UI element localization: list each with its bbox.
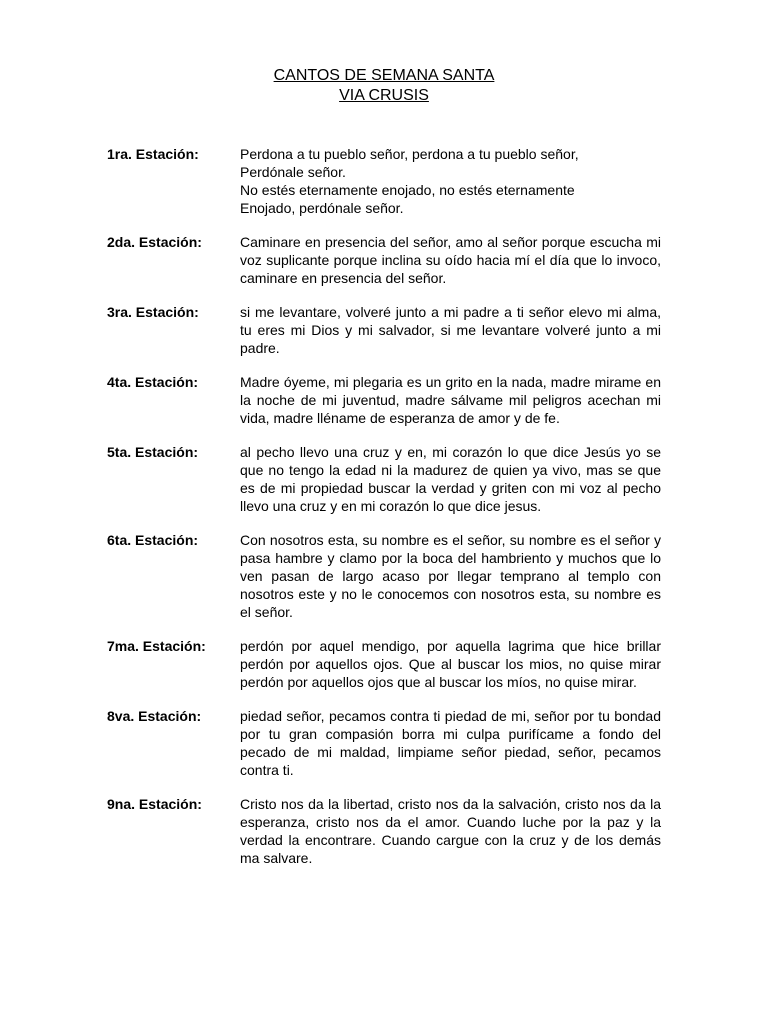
station-label: 1ra. Estación:	[107, 146, 199, 162]
station-4	[107, 373, 661, 427]
lyric-line: No estés eternamente enojado, no estés eternamente	[240, 182, 575, 198]
station-label: 7ma. Estación:	[107, 638, 206, 654]
document-subtitle: VIA CRUSIS	[339, 87, 429, 104]
station-label: 8va. Estación:	[107, 708, 202, 724]
station-9	[107, 795, 661, 867]
station-3	[107, 303, 661, 357]
station-lyrics: si me levantare, volveré junto a mi padre a ti señor elevo mi alma, tu eres mi Dios y mi salvador, si me levantare volveré junto a mi padre.	[240, 304, 661, 356]
station-2	[107, 233, 661, 287]
lyric-line: Perdónale señor.	[240, 164, 346, 180]
station-1	[107, 145, 661, 217]
station-lyrics: Madre óyeme, mi plegaria es un grito en la nada, madre mirame en la noche de mi juventud, madre sálvame mil peligros acechan mi vida, madre lléname de esperanza de amor y de fe.	[240, 374, 661, 426]
station-lyrics: al pecho llevo una cruz y en, mi corazón lo que dice Jesús yo se que no tengo la edad ni la madurez de quien ya vivo, mas se que es de mi propiedad buscar la verdad y griten con mi voz al pecho llevo una cruz y en mi corazón lo que dice jesus.	[240, 444, 661, 514]
station-label: 5ta. Estación:	[107, 444, 199, 460]
station-lyrics: Cristo nos da la libertad, cristo nos da la salvación, cristo nos da la esperanza, cristo nos da el amor. Cuando luche por la paz y la verdad la encontrare. Cuando cargue con la cruz y de los demás ma salvare.	[240, 796, 661, 866]
lyric-line: Perdona a tu pueblo señor, perdona a tu pueblo señor,	[240, 146, 579, 162]
station-label: 9na. Estación:	[107, 796, 202, 812]
station-label: 2da. Estación:	[107, 234, 202, 250]
station-5	[107, 443, 661, 515]
station-lyrics: Con nosotros esta, su nombre es el señor, su nombre es el señor y pasa hambre y clamo por la boca del hambriento y muchos que lo ven pasan de largo acaso por llegar temprano al templo con nosotros este y no le conocemos con nosotros esta, su nombre es el señor.	[240, 532, 661, 620]
lyric-line: Enojado, perdónale señor.	[240, 200, 404, 216]
station-label: 6ta. Estación:	[107, 532, 199, 548]
station-lyrics: piedad señor, pecamos contra ti piedad de mi, señor por tu bondad por tu gran compasión borra mi culpa purifícame a fondo del pecado de mi maldad, limpiame señor piedad, señor, pecamos contra ti.	[240, 708, 661, 778]
station-7	[107, 637, 661, 691]
station-8	[107, 707, 661, 779]
station-lyrics: perdón por aquel mendigo, por aquella lagrima que hice brillar perdón por aquellos ojos. Que al buscar los mios, no quise mirar perdón por aquellos ojos que al buscar los míos, no quise mirar.	[240, 638, 661, 690]
stations-list	[107, 145, 661, 883]
station-label: 3ra. Estación:	[107, 304, 199, 320]
station-lyrics	[240, 145, 661, 217]
station-6	[107, 531, 661, 621]
document-title: CANTOS DE SEMANA SANTA	[273, 67, 495, 84]
document-header	[0, 66, 768, 106]
station-label: 4ta. Estación:	[107, 374, 199, 390]
station-lyrics: Caminare en presencia del señor, amo al señor porque escucha mi voz suplicante porque inclina su oído hacia mí el día que lo invoco, caminare en presencia del señor.	[240, 234, 661, 286]
